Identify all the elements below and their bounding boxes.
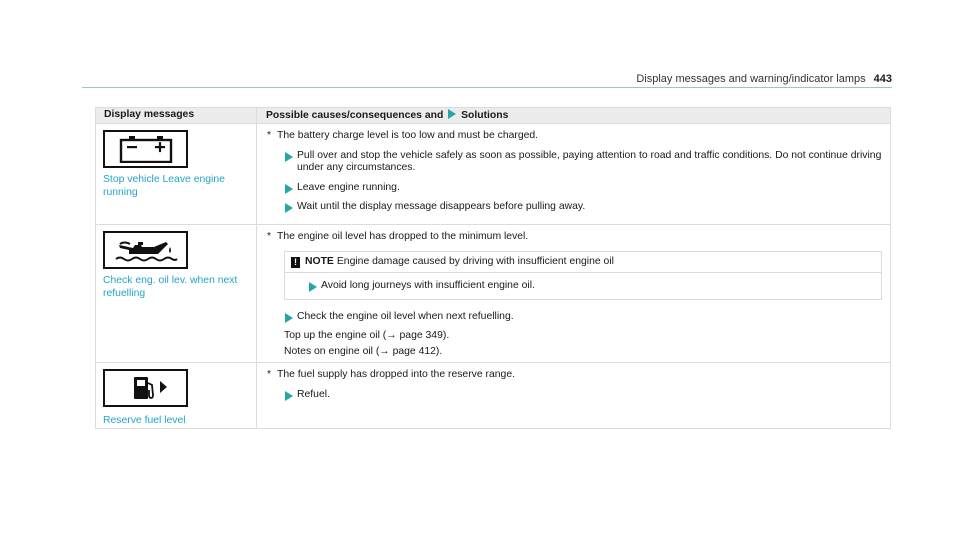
play-arrow-icon [285,152,293,162]
display-message-text: Check eng. oil lev. when next refuelling [103,275,238,299]
play-arrow-icon [285,184,293,194]
note-body [285,273,881,299]
play-arrow-icon [285,313,293,323]
header-rule [82,87,892,88]
warning-icon: ! [291,257,300,268]
note-header [285,252,881,274]
cause-cell [257,124,891,225]
play-arrow-icon [448,109,456,119]
cross-reference: Notes on engine oil (→ page 412). [284,345,443,357]
oil-can-icon [103,231,188,269]
display-messages-table [95,107,891,429]
message-cell [96,363,257,429]
cause-cell [257,225,891,363]
note-text: Engine damage caused by driving with insufficient engine oil [336,255,614,267]
note-box [284,251,882,300]
solution-step: Refuel. [267,389,882,402]
cause-cell [257,363,891,429]
table-row [96,124,891,225]
table-row [96,363,891,429]
play-arrow-icon [285,203,293,213]
solution-step: Pull over and stop the vehicle safely as soon as possible, paying attention to road and traffic conditions. Do not continue driving under any circumstances. [267,150,882,175]
solution-step: Avoid long journeys with insufficient engine oil. [291,280,875,293]
play-arrow-icon [285,391,293,401]
running-header [636,73,892,85]
cause-text: * The engine oil level has dropped to the minimum level. [267,231,529,242]
column-header-messages: Display messages [96,108,257,124]
cross-reference: Top up the engine oil (→ page 349). [284,330,450,341]
message-cell [96,124,257,225]
column-header-causes: Possible causes/consequences and Solutions [257,108,891,124]
table-header-row [96,108,891,124]
solution-step: Leave engine running. [267,182,882,195]
page-number: 443 [873,73,892,85]
message-cell [96,225,257,363]
solution-step: Wait until the display message disappears before pulling away. [267,201,882,214]
solution-step: Check the engine oil level when next refuelling. [267,311,882,324]
display-message-text: Stop vehicle Leave engine running [103,174,225,198]
note-label: NOTE [305,255,334,267]
table-row [96,225,891,363]
cause-text: * The battery charge level is too low and must be charged. [267,130,539,141]
play-arrow-icon [309,282,317,292]
fuel-pump-icon [103,369,188,407]
display-message-text: Reserve fuel level [103,415,186,426]
battery-icon [103,130,188,168]
cause-text: * The fuel supply has dropped into the reserve range. [267,369,515,380]
section-title: Display messages and warning/indicator lamps [636,73,866,85]
